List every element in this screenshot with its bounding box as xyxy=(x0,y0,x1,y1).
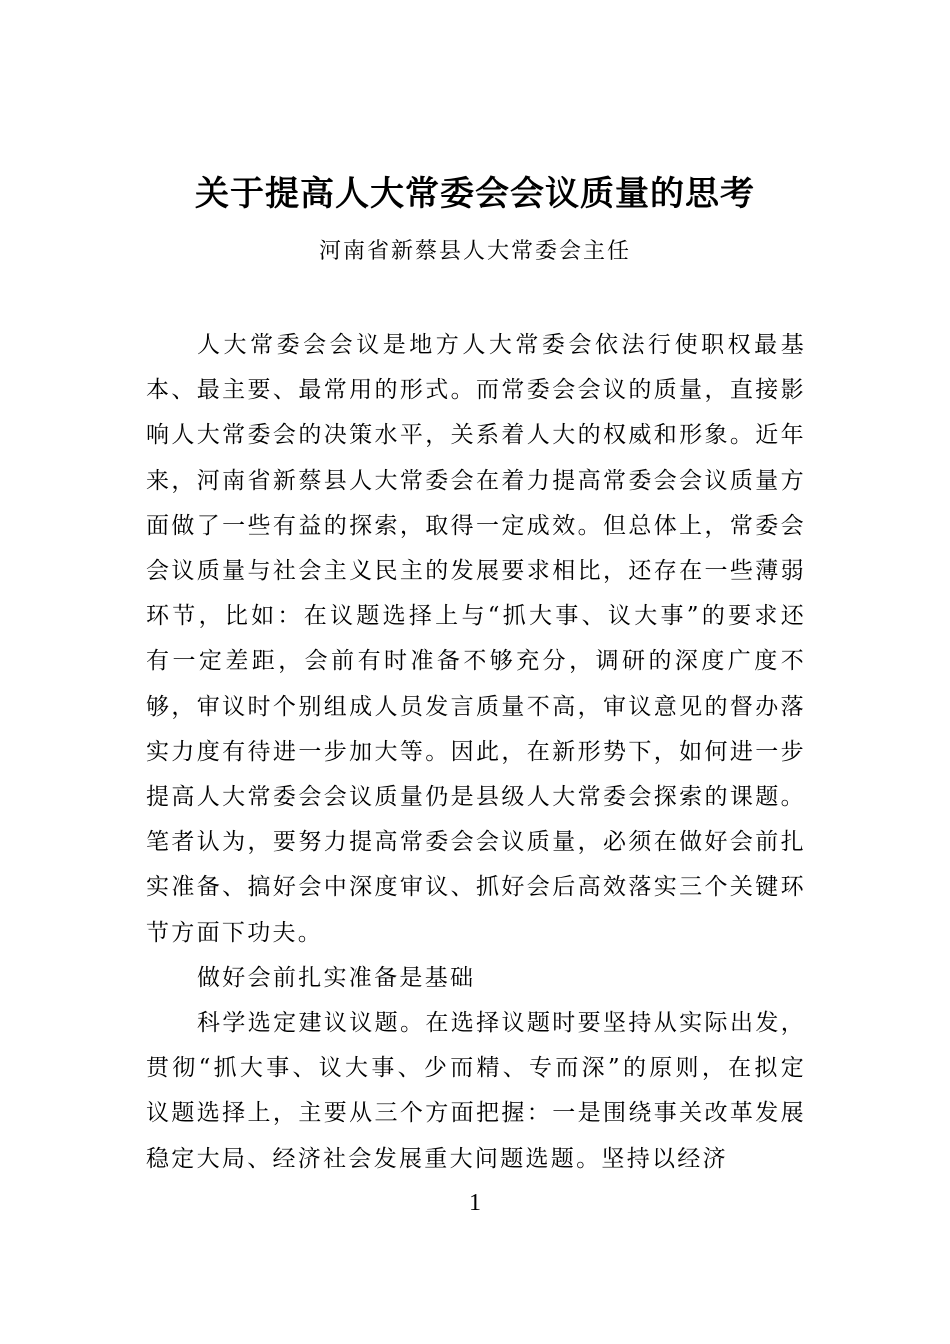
body-paragraph: 人大常委会会议是地方人大常委会依法行使职权最基本、最主要、最常用的形式。而常委会会议的质量，直接影响人大常委会的决策水平，关系着人大的权威和形象。近年来，河南省新蔡县人大常委会在着力提高常委会会议质量方面做了一些有益的探索，取得一定成效。但总体上，常委会会议质量与社会主义民主的发展要求相比，还存在一些薄弱环节，比如：在议题选择上与“抓大事、议大事”的要求还有一定差距，会前有时准备不够充分，调研的深度广度不够，审议时个别组成人员发言质量不高，审议意见的督办落实力度有待进一步加大等。因此，在新形势下，如何进一步提高人大常委会会议质量仍是县级人大常委会探索的课题。笔者认为，要努力提高常委会会议质量，必须在做好会前扎实准备、搞好会中深度审议、抓好会后高效落实三个关键环节方面下功夫。 xyxy=(146,332,806,946)
document-title: 关于提高人大常委会会议质量的思考 xyxy=(195,174,755,214)
page-number: 1 xyxy=(469,1190,481,1216)
section-heading: 做好会前扎实准备是基础 xyxy=(197,964,476,991)
body-paragraph: 科学选定建议议题。在选择议题时要坚持从实际出发，贯彻“抓大事、议大事、少而精、专而深”的原则，在拟定议题选择上，主要从三个方面把握：一是围绕事关改革发展稳定大局、经济社会发展重大问题选题。坚持以经济 xyxy=(146,1010,806,1172)
document-body xyxy=(146,323,806,1182)
document-author: 河南省新蔡县人大常委会主任 xyxy=(318,239,631,264)
